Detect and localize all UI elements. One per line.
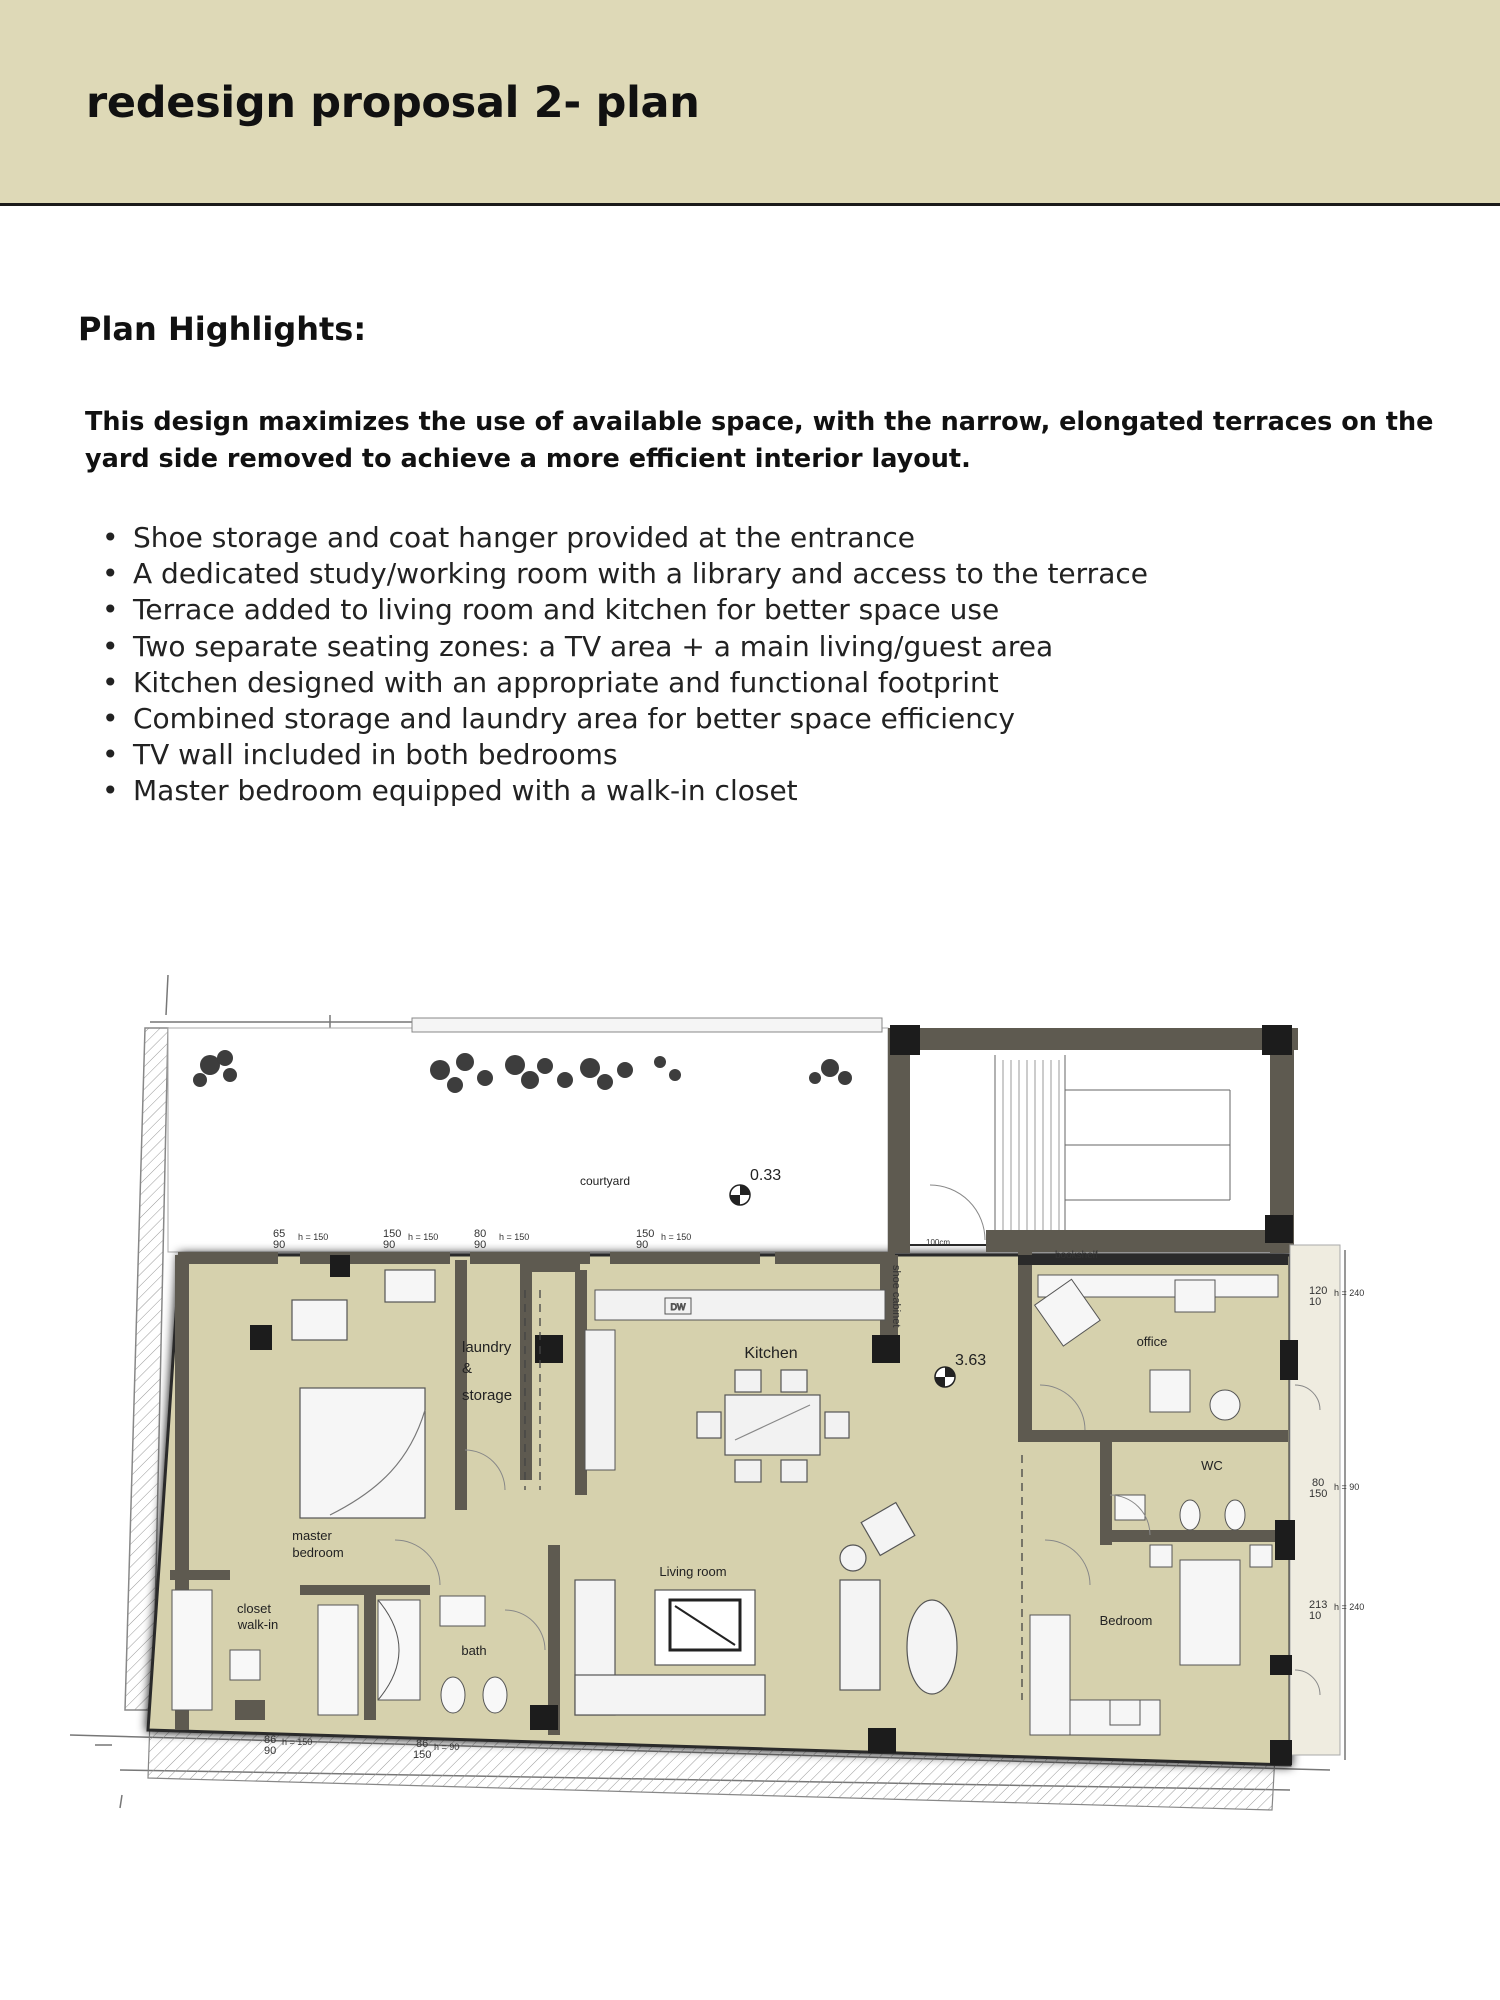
page-title: redesign proposal 2- plan: [86, 78, 700, 128]
stair-core: [888, 1028, 1298, 1253]
room-label-bath: bath: [461, 1643, 487, 1658]
w4-bot: 90: [636, 1239, 649, 1251]
r3-h: h = 240: [1334, 1602, 1365, 1612]
room-label-living: Living room: [659, 1564, 727, 1579]
room-label-master-bedroom: bedroom: [292, 1545, 344, 1560]
r3-top: 213: [1309, 1599, 1328, 1611]
bullet-icon: •: [102, 521, 119, 554]
width-label: 100cm: [926, 1238, 951, 1247]
room-label-laundry: laundry: [462, 1339, 512, 1356]
level-interior: 3.63: [955, 1352, 987, 1369]
bullet-icon: •: [102, 738, 119, 772]
list-item: • Combined storage and laundry area for better space efficiency: [100, 701, 1148, 737]
b2-h: h = 90: [434, 1742, 460, 1752]
list-item: • Master bedroom equipped with a walk-in closet: [100, 773, 1148, 809]
w4-top: 150: [636, 1228, 655, 1240]
bullet-icon: •: [102, 593, 119, 627]
r2-top: 80: [1312, 1477, 1325, 1489]
list-item: • TV wall included in both bedrooms: [100, 737, 1148, 773]
list-item: • Terrace added to living room and kitchen for better space use: [100, 592, 1148, 628]
r1-top: 120: [1309, 1285, 1328, 1297]
bullet-icon: •: [102, 774, 119, 808]
b1-h: h = 150: [282, 1737, 313, 1747]
floor-plan-drawing: [60, 960, 1380, 1830]
b1-bot: 90: [264, 1745, 277, 1757]
r2-h: h = 90: [1334, 1482, 1360, 1492]
dishwasher-label: DW: [670, 1302, 686, 1312]
r1-h: h = 240: [1334, 1288, 1365, 1298]
w1-h: h = 150: [298, 1232, 329, 1242]
bullet-icon: •: [102, 629, 119, 663]
room-label-wc: WC: [1201, 1458, 1223, 1473]
w2-top: 150: [383, 1228, 402, 1240]
w3-bot: 90: [474, 1239, 487, 1251]
room-label-office: office: [1136, 1334, 1168, 1349]
list-item: • A dedicated study/working room with a library and access to the terrace: [100, 556, 1148, 592]
room-label-bedroom: Bedroom: [1099, 1613, 1153, 1628]
bullet-icon: •: [102, 702, 119, 736]
r3-bot: 10: [1309, 1610, 1322, 1622]
b2-bot: 150: [413, 1749, 432, 1761]
header-band: [0, 0, 1500, 206]
bookshelf-label: bookshelf: [1055, 1250, 1098, 1261]
room-label-master: master: [292, 1528, 332, 1543]
r1-bot: 10: [1309, 1296, 1322, 1308]
floor-plan: [60, 960, 1380, 1830]
list-item: • Two separate seating zones: a TV area + a main living/guest area: [100, 629, 1148, 665]
room-label-closet: closet: [237, 1601, 271, 1616]
w3-h: h = 150: [499, 1232, 530, 1242]
room-label-kitchen: Kitchen: [744, 1345, 798, 1362]
right-terrace: [1290, 1245, 1340, 1755]
b2-top: 86: [416, 1738, 429, 1750]
list-item: • Kitchen designed with an appropriate and functional footprint: [100, 665, 1148, 701]
w4-h: h = 150: [661, 1232, 692, 1242]
bullet-icon: •: [102, 665, 119, 699]
sofa: [575, 1580, 765, 1715]
courtyard-top-edge: [412, 1018, 882, 1032]
intro-paragraph: This design maximizes the use of available space, with the narrow, elongated terraces on the yard side removed to achieve a more efficient interior layout.: [85, 407, 1434, 474]
list-item: • Shoe storage and coat hanger provided at the entrance: [100, 520, 1148, 556]
room-label-storage: storage: [462, 1387, 513, 1404]
courtyard-area: [168, 1028, 888, 1252]
level-courtyard: 0.33: [750, 1167, 782, 1184]
room-label-walk-in: walk-in: [237, 1617, 279, 1632]
section-heading: Plan Highlights:: [78, 310, 367, 348]
bullet-icon: •: [102, 557, 119, 591]
w2-h: h = 150: [408, 1232, 439, 1242]
w3-top: 80: [474, 1228, 487, 1240]
room-label-courtyard: courtyard: [579, 1174, 631, 1188]
b1-top: 86: [264, 1734, 277, 1746]
highlights-list: [100, 520, 1148, 810]
w2-bot: 90: [383, 1239, 396, 1251]
r2-bot: 150: [1309, 1488, 1328, 1500]
shoe-cabinet-label: shoe cabinet: [890, 1265, 902, 1328]
w1-bot: 90: [273, 1239, 286, 1251]
room-label-laundry-amp: &: [462, 1360, 473, 1377]
w1-top: 65: [273, 1228, 286, 1240]
